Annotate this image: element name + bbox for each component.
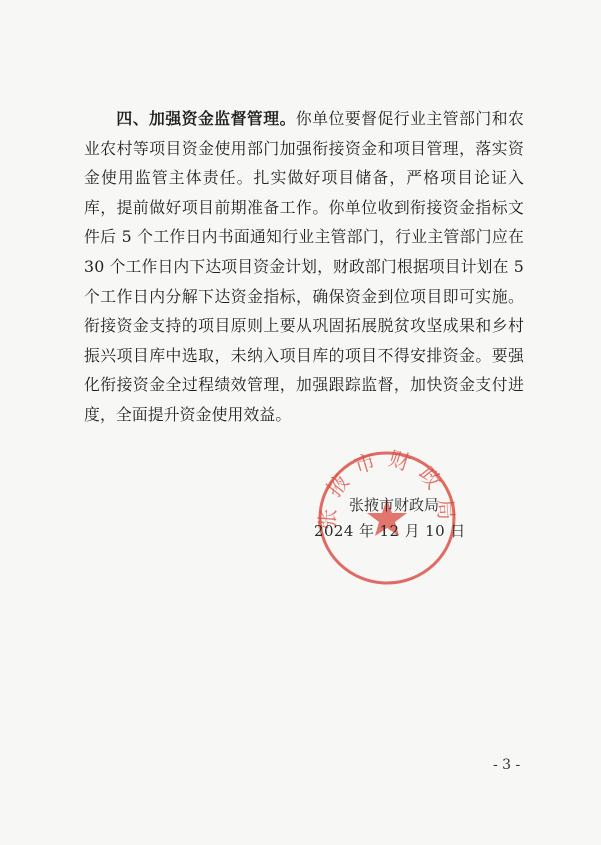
official-seal (313, 447, 461, 589)
seal-lettering: 张掖市财政局 (315, 447, 459, 531)
paragraph-text: 你单位要督促行业主管部门和农业农村等项目资金使用部门加强衔接资金和项目管理，落实资金使用监管主体责任。扎实做好项目储备，严格项目论证入库，提前做好项目前期准备工作。你单位收到衔接资金指标文件后 5 个工作日内书面通知行业主管部门，行业主管部门应在 30 个工作日内下达项目资金计划，财政部门根据项目计划在 5 个工作日内分解下达资金指标，确保资金到位项目即可实施。衔接资金支持的项目原则上要从巩固拓展脱贫攻坚成果和乡村振兴项目库中选取，未纳入项目库的项目不得安排资金。要强化衔接资金全过程绩效管理，加强跟踪监督，加快资金支付进度，全面提升资金使用效益。 (84, 109, 524, 424)
signature-date: 2024 年 12 月 10 日 (314, 522, 466, 540)
section-heading: 四、加强资金监督管理。 (116, 109, 296, 128)
body-paragraph (84, 104, 524, 430)
signature-organization: 张掖市财政局 (349, 496, 440, 514)
page-number: - 3 - (493, 757, 521, 773)
